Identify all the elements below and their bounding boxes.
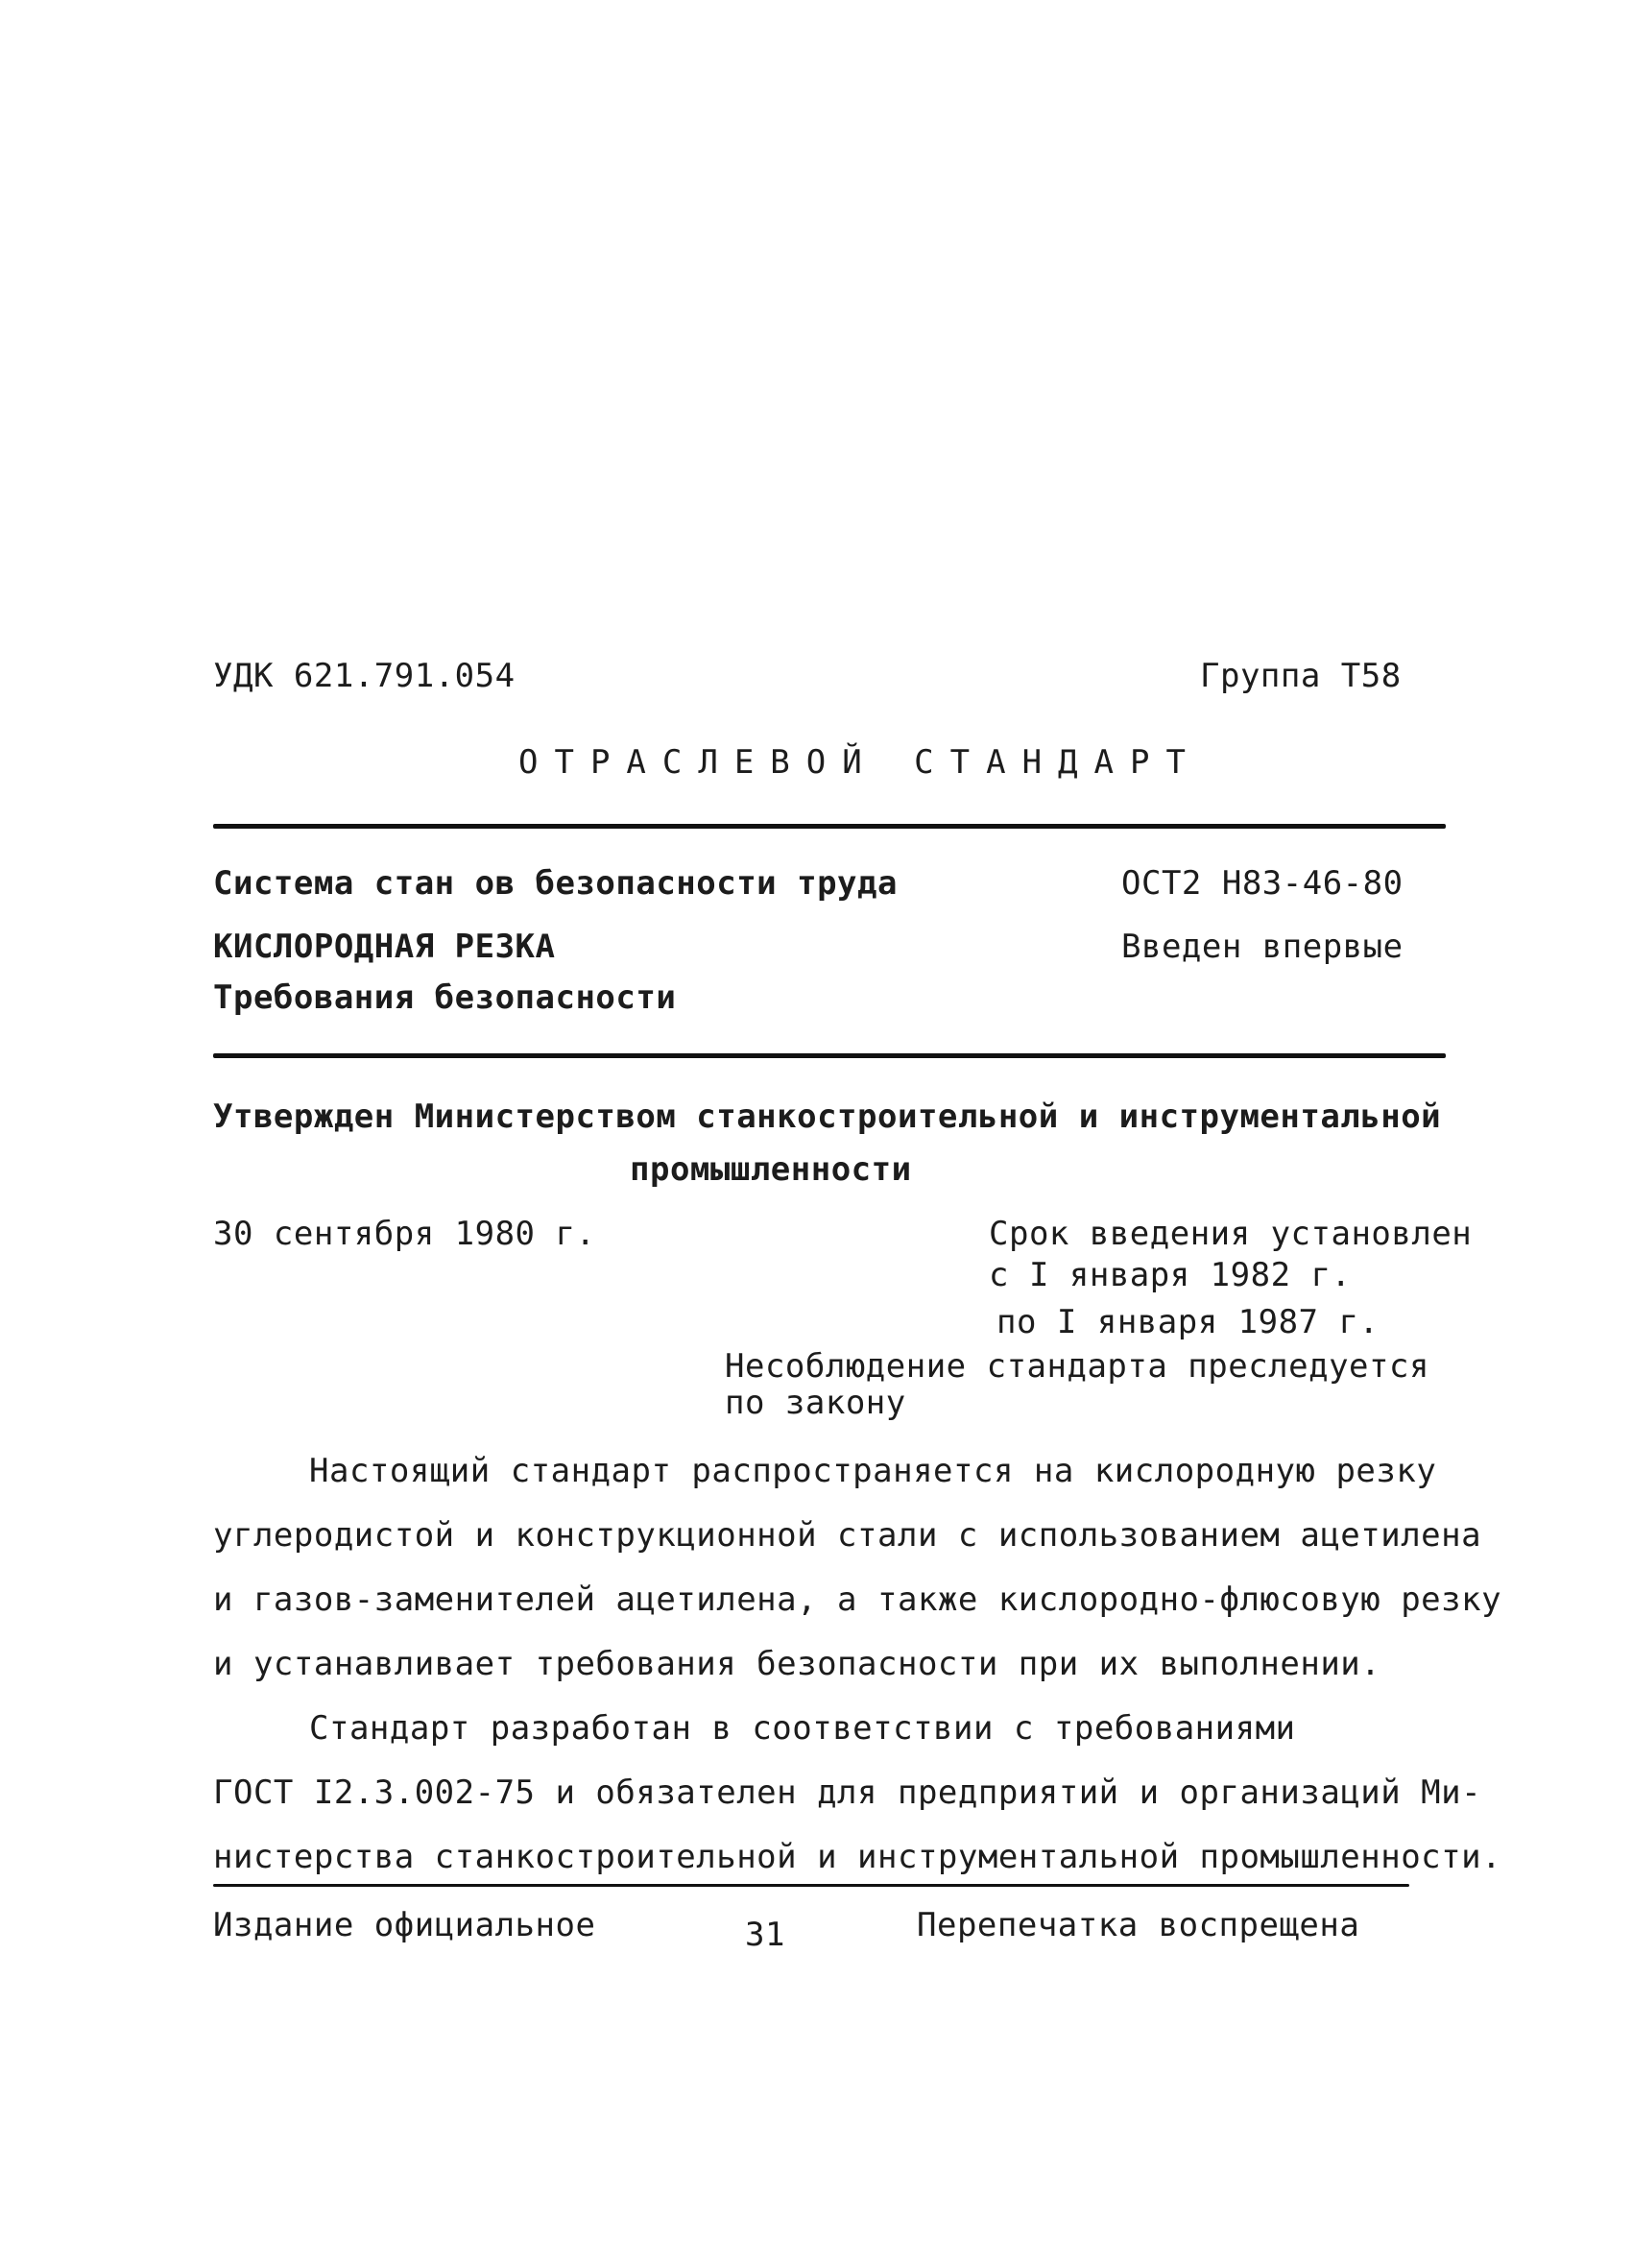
standard-status: Введен впервые <box>1121 928 1404 966</box>
approval-line: Утвержден Министерством станкостроительной и инструментальной <box>213 1098 1442 1136</box>
edition-note: Издание официальное <box>213 1906 596 1944</box>
page-number: 31 <box>745 1916 785 1954</box>
approval-date: 30 сентября 1980 г. <box>213 1215 596 1253</box>
paragraph-line: углеродистой и конструкционной стали с использованием ацетилена <box>213 1516 1482 1555</box>
law-line-1: Несоблюдение стандарта преследуется <box>725 1347 1429 1386</box>
body-paragraph-1 <box>213 1439 1502 1697</box>
system-line: Система стан ов безопасности труда <box>213 864 898 903</box>
paragraph-line: ГОСТ I2.3.002-75 и обязателен для предприятий и организаций Ми- <box>213 1773 1482 1812</box>
paragraph-line: и газов-заменителей ацетилена, а также кислородно-флюсовую резку <box>213 1580 1502 1619</box>
body-paragraph-2 <box>213 1697 1502 1890</box>
group-code: Группа Т58 <box>1200 657 1402 695</box>
standard-code: ОСТ2 Н83-46-80 <box>1121 864 1404 903</box>
paragraph-line: и устанавливает требования безопасности при их выполнении. <box>213 1645 1381 1683</box>
paragraph-line: Настоящий стандарт распространяется на кислородную резку <box>309 1452 1437 1490</box>
top-divider <box>213 824 1446 829</box>
middle-divider <box>213 1053 1446 1058</box>
bottom-divider <box>213 1884 1409 1887</box>
term-line-2: с I января 1982 г. <box>989 1256 1352 1294</box>
document-title: ОТРАСЛЕВОЙ СТАНДАРТ <box>518 743 1202 782</box>
paragraph-line: Стандарт разработан в соответствии с требованиями <box>309 1709 1296 1748</box>
law-line-2: по закону <box>725 1384 906 1422</box>
standard-name: КИСЛОРОДНАЯ РЕЗКА <box>213 928 556 966</box>
paragraph-line: нистерства станкостроительной и инструментальной промышленности. <box>213 1838 1502 1876</box>
term-line-3: по I января 1987 г. <box>996 1303 1380 1341</box>
udk-code: УДК 621.791.054 <box>213 657 516 695</box>
term-line-1: Срок введения установлен <box>989 1215 1473 1253</box>
approval-ministry-line: промышленности <box>630 1150 912 1189</box>
reprint-note: Перепечатка воспрещена <box>917 1906 1360 1944</box>
standard-subtitle: Требования безопасности <box>213 978 677 1017</box>
